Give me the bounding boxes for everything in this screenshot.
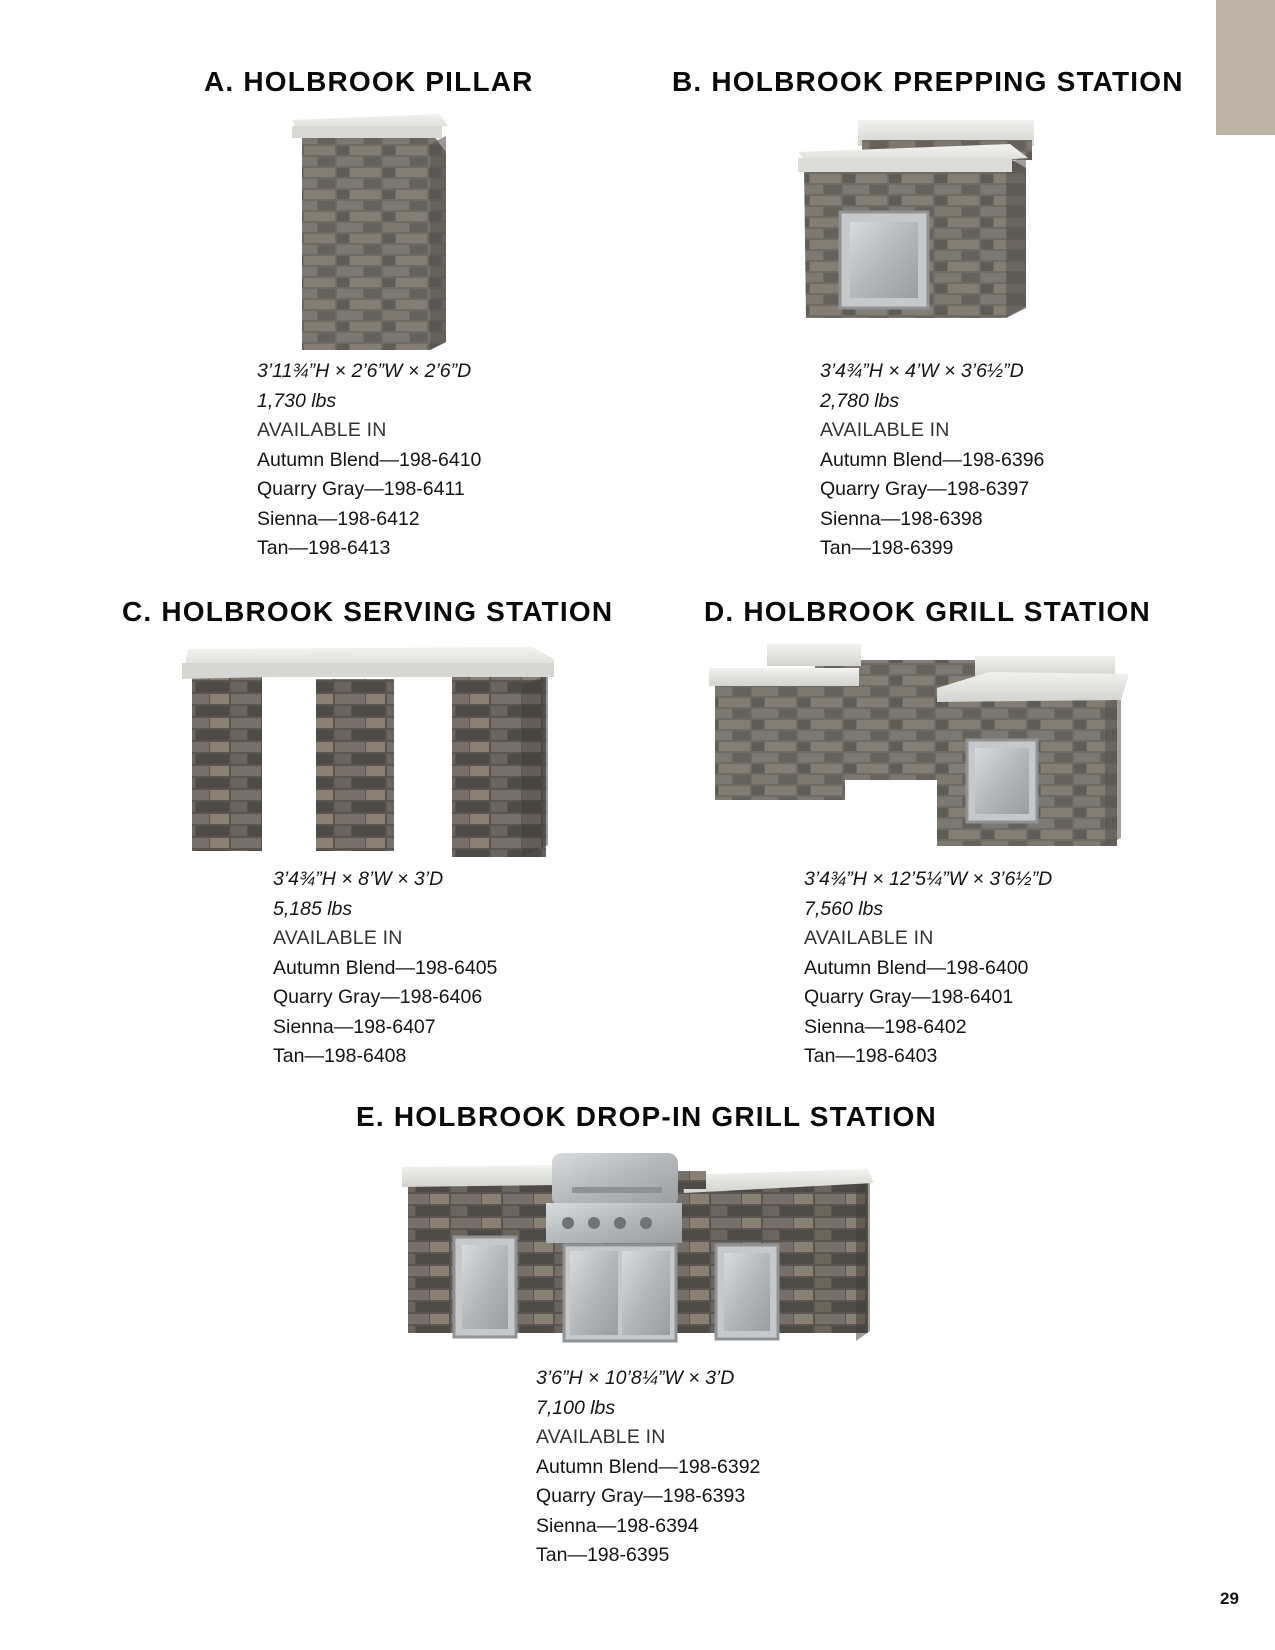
color-option: Autumn Blend—198-6400: [804, 956, 1029, 979]
holbrook-serving-station-photo: [178, 645, 556, 857]
color-option: Tan—198-6408: [273, 1045, 407, 1067]
holbrook-drop-in-grill-station-photo: [398, 1145, 878, 1345]
color-option: Autumn Blend—198-6396: [820, 448, 1045, 471]
product-specs: [273, 865, 497, 1072]
color-option: Tan—198-6413: [257, 537, 391, 559]
color-option: Sienna—198-6402: [804, 1015, 967, 1038]
holbrook-pillar-photo: [290, 112, 450, 350]
product-dimensions: 3’11¾”H × 2’6”W × 2’6”D: [257, 360, 472, 382]
color-option: Tan—198-6395: [536, 1544, 670, 1566]
color-option: Quarry Gray—198-6401: [804, 986, 1014, 1008]
product-weight: 5,185 lbs: [273, 897, 353, 920]
available-in-label: AVAILABLE IN: [804, 927, 934, 949]
product-weight: 7,560 lbs: [804, 897, 884, 920]
available-in-label: AVAILABLE IN: [257, 419, 387, 441]
product-specs: [257, 357, 481, 564]
product-title: E. HOLBROOK DROP-IN GRILL STATION: [356, 1101, 937, 1132]
product-specs: [804, 865, 1052, 1072]
product-specs: [820, 357, 1044, 564]
page-number: 29: [1220, 1589, 1239, 1608]
color-option: Sienna—198-6407: [273, 1015, 436, 1038]
product-specs: [536, 1364, 760, 1571]
color-option: Sienna—198-6398: [820, 507, 983, 530]
product-dimensions: 3’6”H × 10’8¼”W × 3’D: [536, 1367, 735, 1389]
color-option: Sienna—198-6412: [257, 507, 420, 530]
color-option: Sienna—198-6394: [536, 1514, 699, 1537]
color-option: Quarry Gray—198-6411: [257, 478, 465, 500]
holbrook-grill-station-photo: [705, 642, 1133, 847]
color-option: Autumn Blend—198-6392: [536, 1455, 761, 1478]
product-title: D. HOLBROOK GRILL STATION: [704, 596, 1151, 627]
color-option: Autumn Blend—198-6410: [257, 448, 482, 471]
section-tab: [1216, 0, 1275, 135]
product-dimensions: 3’4¾”H × 8’W × 3’D: [273, 868, 444, 890]
color-option: Quarry Gray—198-6397: [820, 478, 1030, 500]
product-title: B. HOLBROOK PREPPING STATION: [672, 66, 1184, 97]
available-in-label: AVAILABLE IN: [536, 1426, 666, 1448]
product-title: A. HOLBROOK PILLAR: [204, 66, 534, 97]
product-weight: 7,100 lbs: [536, 1396, 616, 1419]
available-in-label: AVAILABLE IN: [273, 927, 403, 949]
product-dimensions: 3’4¾”H × 4’W × 3’6½”D: [820, 360, 1024, 382]
color-option: Quarry Gray—198-6393: [536, 1485, 746, 1507]
color-option: Autumn Blend—198-6405: [273, 956, 498, 979]
holbrook-prepping-station-photo: [796, 118, 1046, 318]
product-dimensions: 3’4¾”H × 12’5¼”W × 3’6½”D: [804, 868, 1053, 890]
color-option: Tan—198-6403: [804, 1045, 938, 1067]
color-option: Tan—198-6399: [820, 537, 954, 559]
product-weight: 2,780 lbs: [820, 389, 900, 412]
color-option: Quarry Gray—198-6406: [273, 986, 483, 1008]
product-title: C. HOLBROOK SERVING STATION: [122, 596, 614, 627]
product-weight: 1,730 lbs: [257, 389, 337, 412]
available-in-label: AVAILABLE IN: [820, 419, 950, 441]
